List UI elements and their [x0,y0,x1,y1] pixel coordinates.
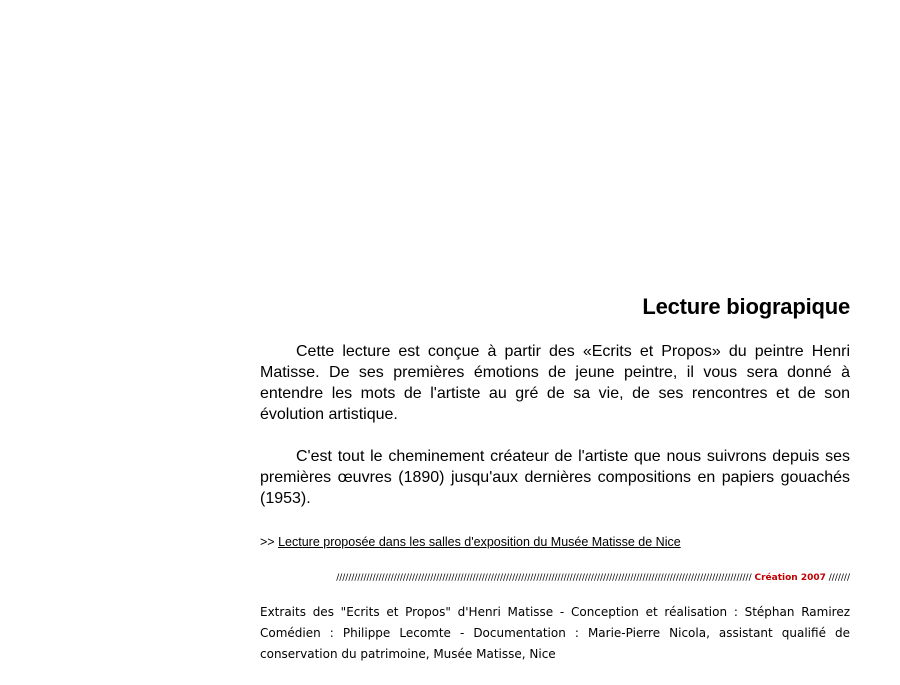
separator-slashes-right: /////// [828,573,850,583]
intro-paragraph: Cette lecture est conçue à partir des «Ecrits et Propos» du peintre Henri Matisse. De ses premières émotions de jeune peintre, il vous sera donné à entendre les mots de l'artiste au gré de sa vie, de ses rencontres et de son évolution artistique. [260,343,850,423]
separator-slashes-left: ///////////////////////////////////////////////////////////////////////////////////////////////////////////////////////////////////////// [336,573,752,583]
journey-paragraph: C'est tout le cheminement créateur de l'artiste que nous suivrons depuis ses premières œuvres (1890) jusqu'aux dernières compositions en papiers gouachés (1953). [260,448,850,507]
link-prefix: >> [260,535,279,549]
exhibition-link-line [260,534,850,550]
exhibition-link[interactable]: Lecture proposée dans les salles d'exposition du Musée Matisse de Nice [278,535,681,549]
creation-label: Création 2007 [754,573,826,583]
credits-text: Extraits des "Ecrits et Propos" d'Henri Matisse - Conception et réalisation : Stéphan Ramirez Comédien : Philippe Lecomte - Documentation : Marie-Pierre Nicola, assistant qualifié de conservation du patrimoine, Musée Matisse, Nice [260,605,850,661]
page-title: Lecture biograpique [642,294,850,319]
biography-section [260,293,850,665]
separator-line [260,572,850,584]
